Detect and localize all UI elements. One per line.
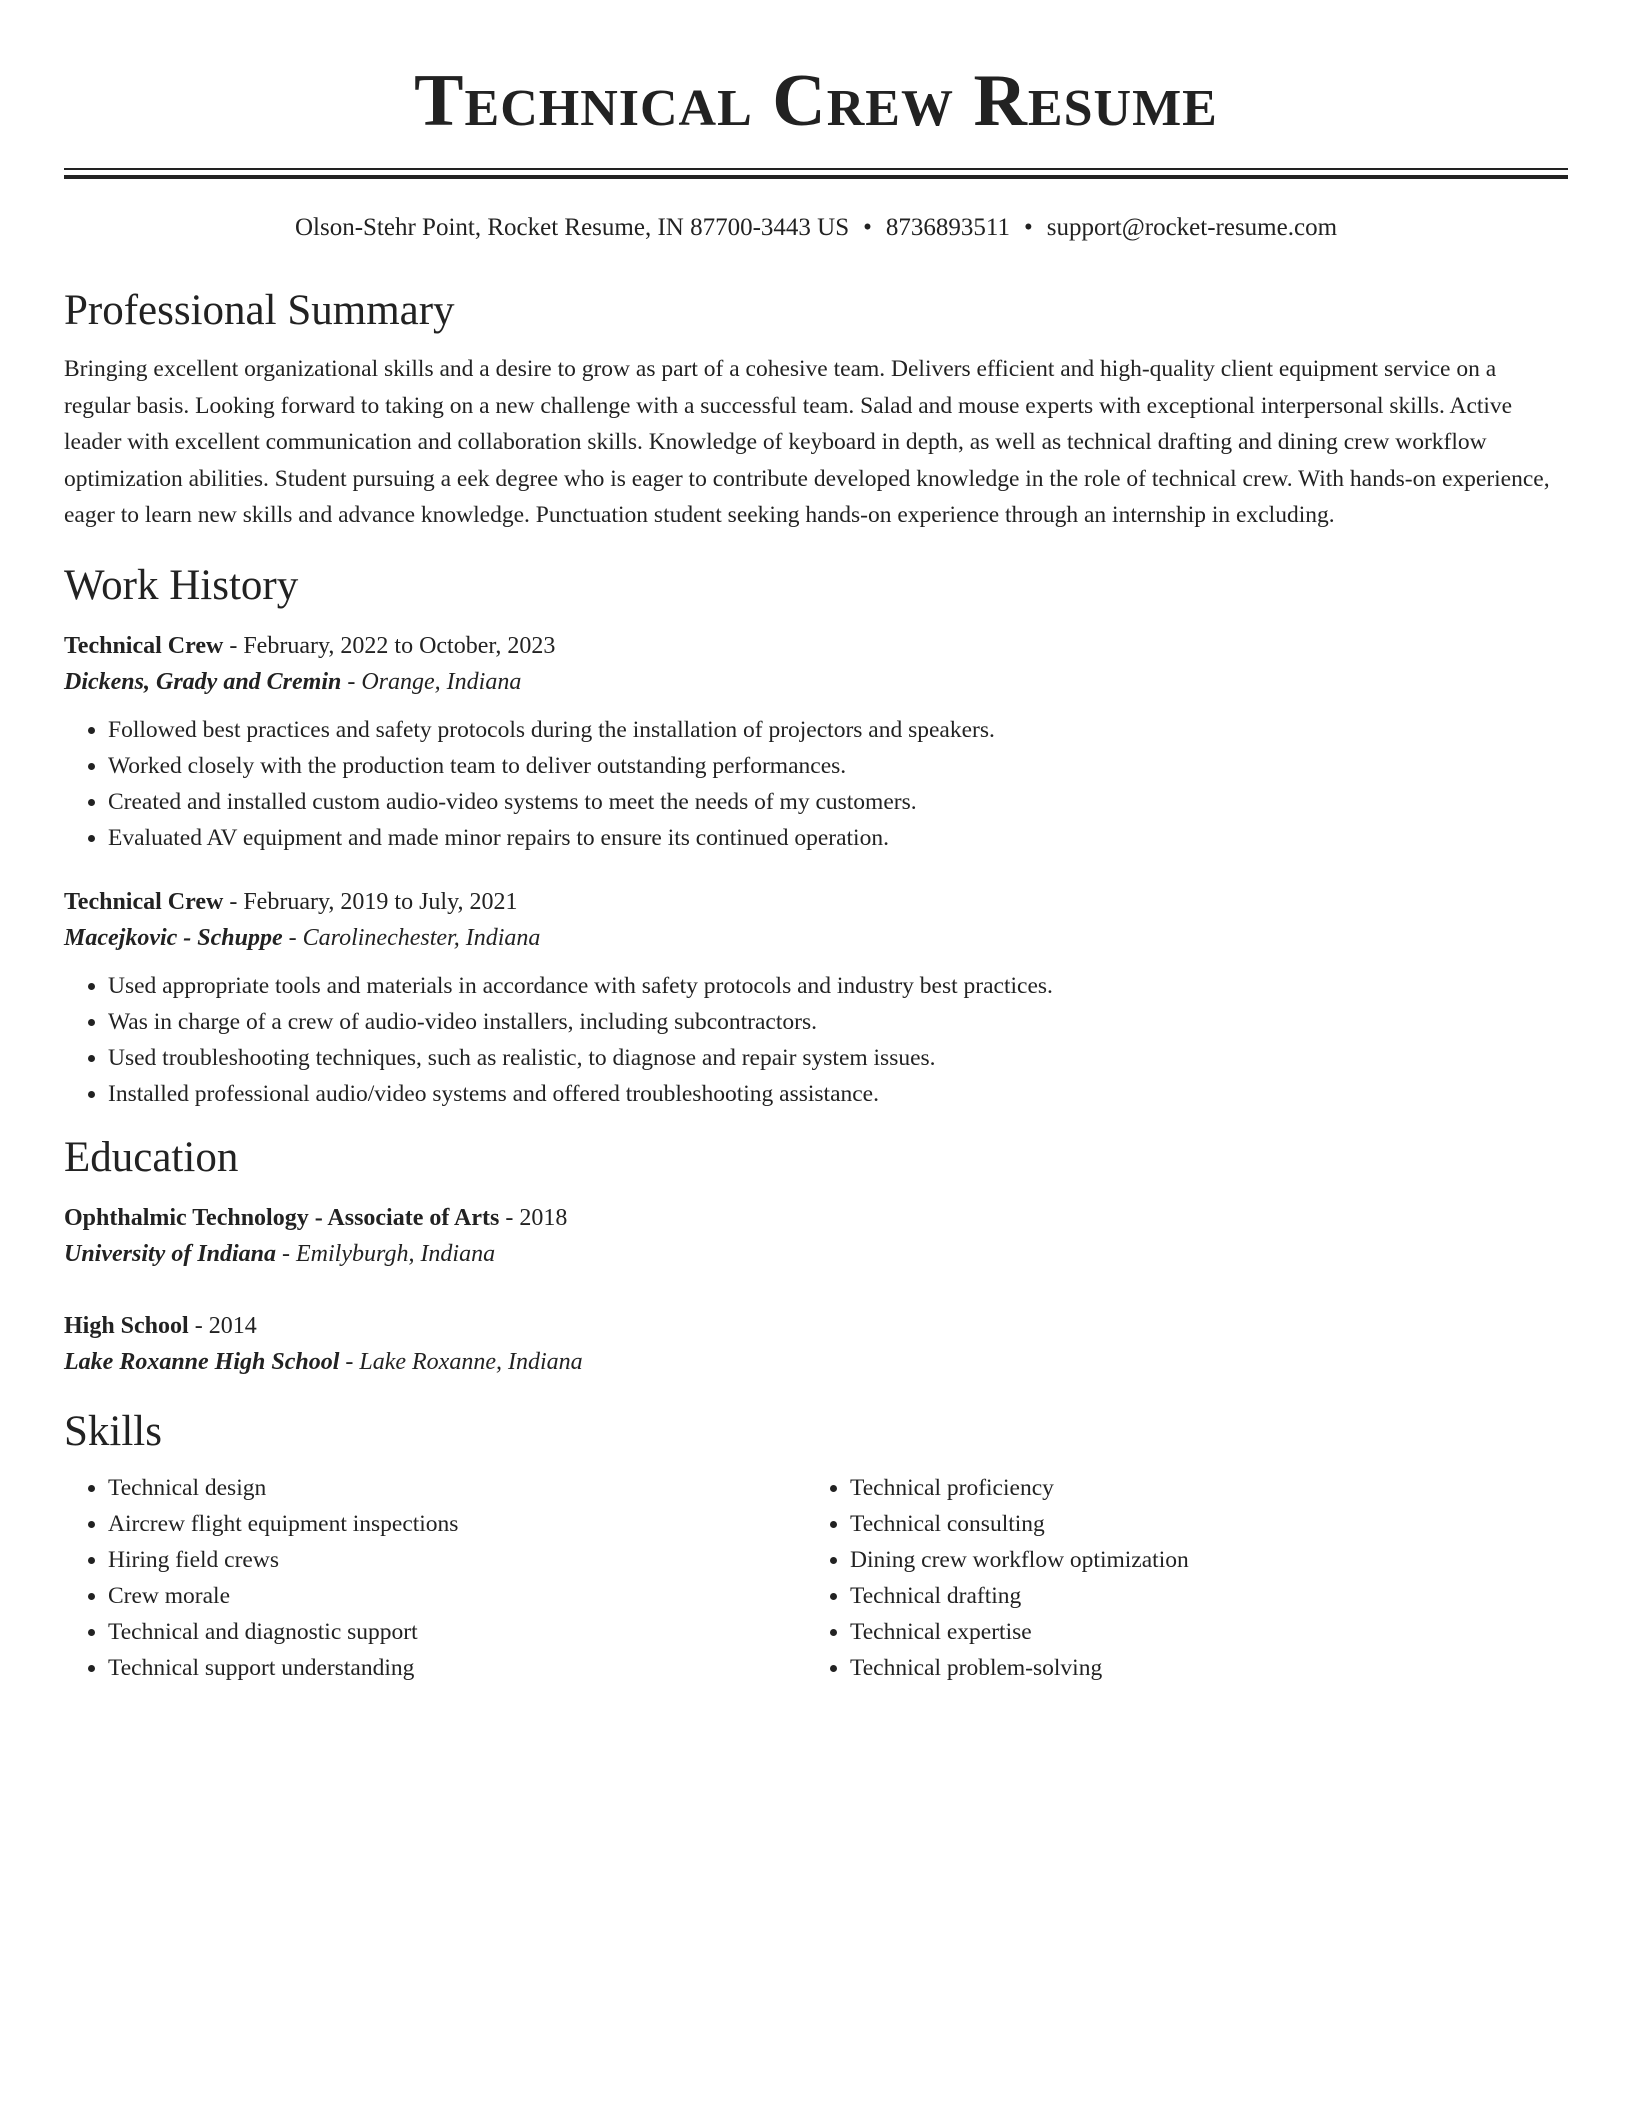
education-degree: High School [64,1312,189,1339]
job-duty: • Used appropriate tools and materials in accordance with safety protocols and industry best practices. [108,968,1568,1004]
skills-list-left [64,1470,806,1686]
education-year: - 2014 [188,1312,257,1339]
education-degree-line [64,1200,1568,1236]
job-title-line [64,628,1568,664]
job-duty: • Worked closely with the production team to deliver outstanding performances. [108,748,1568,784]
summary-heading: Professional Summary [64,287,455,334]
job-duty: • Installed professional audio/video systems and offered troubleshooting assistance. [108,1076,1568,1112]
job-title-line [64,884,1568,920]
job-company: Macejkovic - Schuppe [64,924,283,951]
education-school: Lake Roxanne High School [64,1348,340,1375]
education-year: - 2018 [499,1204,568,1231]
education-school: University of Indiana [64,1240,277,1267]
education-entry [64,1308,1568,1380]
work-history-heading: Work History [64,561,299,609]
summary-text: Bringing excellent organizational skills and a desire to grow as part of a cohesive team. Delivers efficient and high-quality client equipment service on a regular basis. Looking forward to taking on a new challenge with a successful team. Salad and mouse experts with exceptional interpersonal skills. Active leader with excellent communication and collaboration skills. Knowledge of keyboard in depth, as well as technical drafting and dining crew workflow optimization abilities. Student pursuing a eek degree who is eager to contribute developed knowledge in the role of technical crew. With hands-on experience, eager to learn new skills and advance knowledge. Punctuation student seeking hands-on experience through an internship in excluding. [64,356,1550,528]
title-divider-thin [64,168,1568,170]
skill-item: • Technical consulting [850,1506,1548,1542]
contact-separator: • [863,214,872,241]
skills-heading: Skills [64,1407,162,1455]
skill-item: • Technical proficiency [850,1470,1548,1506]
contact-line [64,211,1568,245]
skill-item: • Dining crew workflow optimization [850,1542,1548,1578]
skill-item: • Crew morale [108,1578,806,1614]
skill-item: • Technical problem-solving [850,1650,1548,1686]
education-school-line [64,1236,1568,1272]
job-duty: • Was in charge of a crew of audio-video installers, including subcontractors. [108,1004,1568,1040]
title-divider-thick [64,175,1568,179]
job-duty: • Followed best practices and safety protocols during the installation of projectors and speakers. [108,712,1568,748]
skill-item: • Technical support understanding [108,1650,806,1686]
job-location: - Carolinechester, Indiana [282,924,541,951]
job-title: Technical Crew [64,632,224,659]
education-location: - Emilyburgh, Indiana [276,1240,496,1267]
job-entry [64,884,1568,1112]
job-company-line [64,920,1568,956]
contact-email: support@rocket-resume.com [1046,214,1338,241]
job-duty: • Evaluated AV equipment and made minor repairs to ensure its continued operation. [108,820,1568,856]
skill-item: • Technical drafting [850,1578,1548,1614]
job-company-line [64,664,1568,700]
job-location: - Orange, Indiana [341,668,522,695]
job-title: Technical Crew [64,888,224,915]
job-duties-list [64,712,1568,856]
education-heading: Education [64,1133,239,1181]
contact-address: Olson-Stehr Point, Rocket Resume, IN 87700-3443 US [294,214,850,241]
contact-separator: • [1023,214,1033,241]
skills-list-right [806,1470,1548,1686]
job-duty: • Used troubleshooting techniques, such as realistic, to diagnose and repair system issues. [108,1040,1568,1076]
education-degree: Ophthalmic Technology - Associate of Arts [64,1204,500,1231]
job-dates: - February, 2019 to July, 2021 [223,888,518,915]
contact-phone: 8736893511 [885,214,1010,241]
job-entry [64,628,1568,856]
education-entry [64,1200,1568,1272]
job-company: Dickens, Grady and Cremin [64,668,342,695]
job-duties-list [64,968,1568,1112]
skill-item: • Hiring field crews [108,1542,806,1578]
education-degree-line [64,1308,1568,1344]
job-dates: - February, 2022 to October, 2023 [223,632,556,659]
skill-item: • Aircrew flight equipment inspections [108,1506,806,1542]
skill-item: • Technical expertise [850,1614,1548,1650]
skills-columns [64,1470,1568,1686]
education-school-line [64,1344,1568,1380]
skill-item: • Technical and diagnostic support [108,1614,806,1650]
skill-item: • Technical design [108,1470,806,1506]
job-duty: • Created and installed custom audio-video systems to meet the needs of my customers. [108,784,1568,820]
education-location: - Lake Roxanne, Indiana [339,1348,583,1375]
resume-title: Technical Crew Resume [414,60,1218,142]
